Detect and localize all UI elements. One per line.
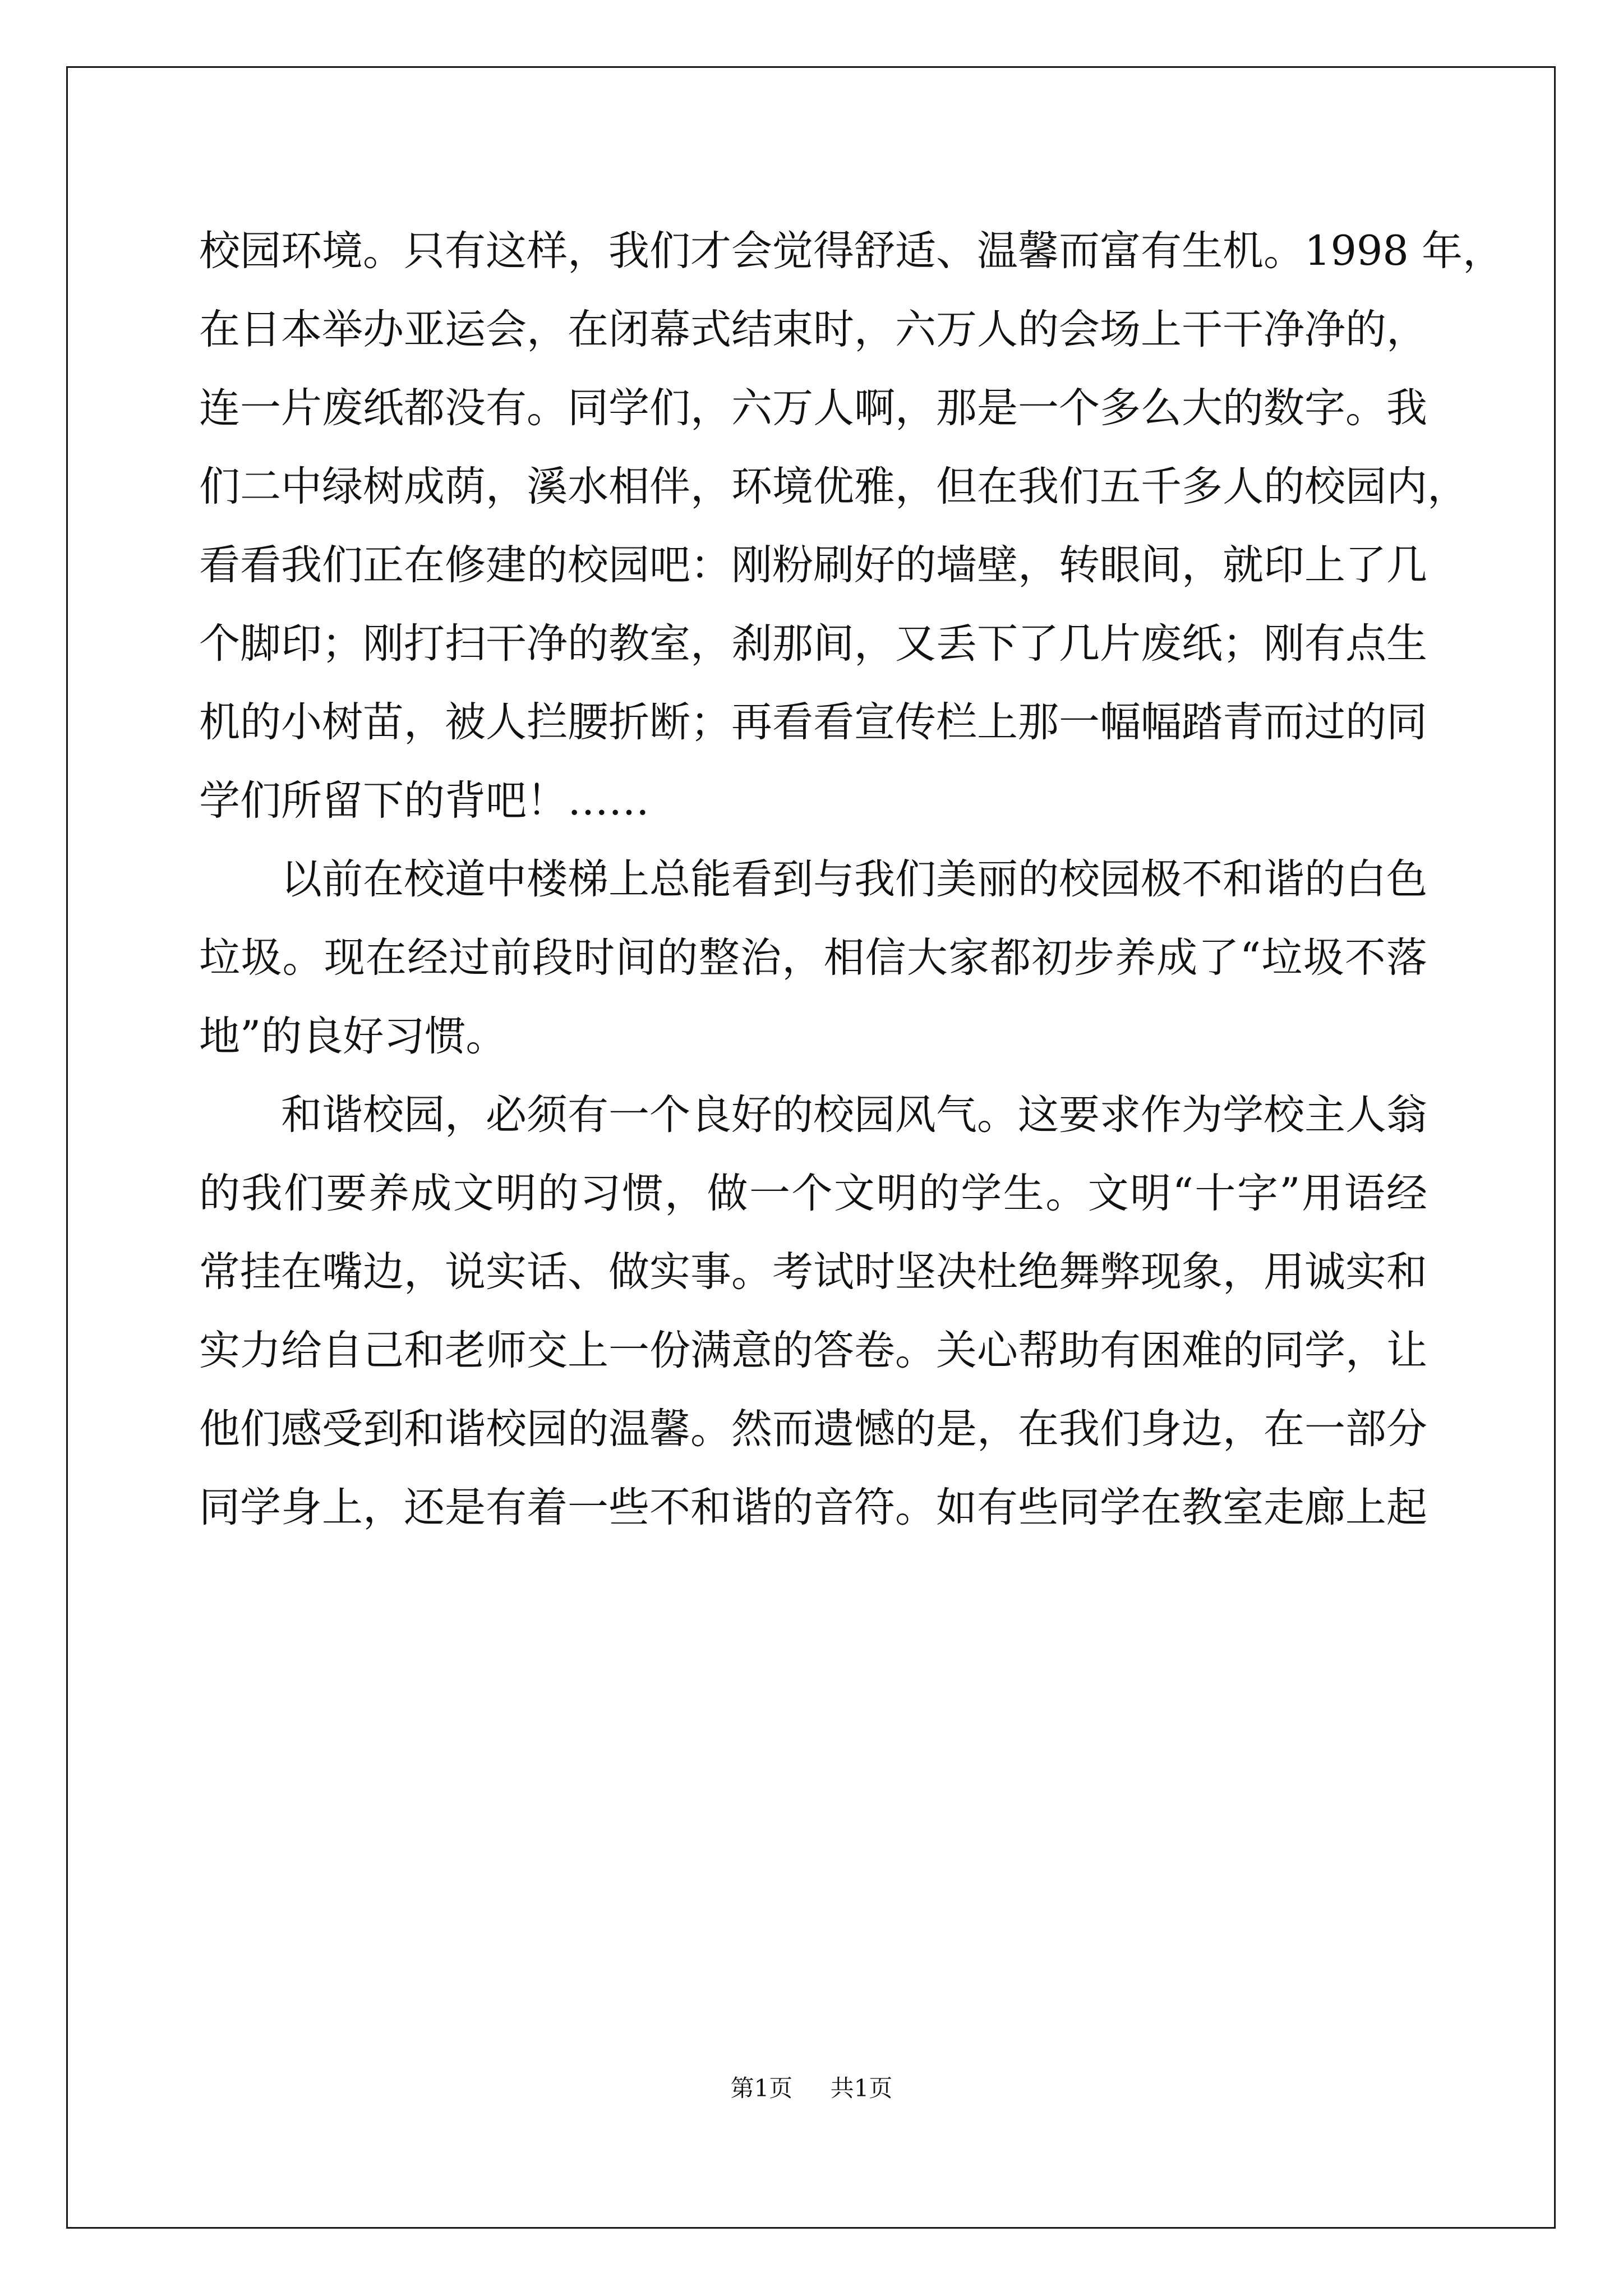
text-line-4: 们二中绿树成荫，溪水相伴，环境优雅，但在我们五千多人的校园内， [199,463,1468,510]
text-line-10: 垃圾。现在经过前段时间的整治，相信大家都初步养成了“垃圾不落 [199,934,1427,982]
text-line-14: 常挂在嘴边，说实话、做实事。考试时坚决杜绝舞弊现象，用诚实和 [199,1248,1427,1296]
text-line-2: 在日本举办亚运会，在闭幕式结束时，六万人的会场上干干净净的， [199,306,1427,353]
page-number-current: 第1页 [730,2074,793,2102]
text-line-11: 地”的良好习惯。 [199,1013,507,1060]
text-line-5: 看看我们正在修建的校园吧：刚粉刷好的墙壁，转眼间，就印上了几 [199,541,1427,589]
text-line-1: 校园环境。只有这样，我们才会觉得舒适、温馨而富有生机。1998 年， [199,227,1504,275]
text-line-9: 以前在校道中楼梯上总能看到与我们美丽的校园极不和谐的白色 [281,855,1427,903]
text-line-12: 和谐校园，必须有一个良好的校园风气。这要求作为学校主人翁 [281,1091,1427,1139]
page-number-total: 共1页 [830,2074,893,2102]
document-body [199,212,1504,1547]
text-line-15: 实力给自己和老师交上一份满意的答卷。关心帮助有困难的同学，让 [199,1327,1427,1374]
text-line-17: 同学身上，还是有着一些不和谐的音符。如有些同学在教室走廊上起 [199,1484,1427,1531]
text-line-8: 学们所留下的背吧！…… [199,777,649,825]
text-line-6: 个脚印；刚打扫干净的教室，刹那间，又丢下了几片废纸；刚有点生 [199,620,1427,668]
page-footer [0,2070,1623,2104]
text-line-16: 他们感受到和谐校园的温馨。然而遗憾的是，在我们身边，在一部分 [199,1405,1427,1453]
text-line-7: 机的小树苗，被人拦腰折断；再看看宣传栏上那一幅幅踏青而过的同 [199,698,1427,746]
text-line-3: 连一片废纸都没有。同学们，六万人啊，那是一个多么大的数字。我 [199,384,1427,432]
text-line-13: 的我们要养成文明的习惯，做一个文明的学生。文明“十字”用语经 [199,1170,1427,1217]
